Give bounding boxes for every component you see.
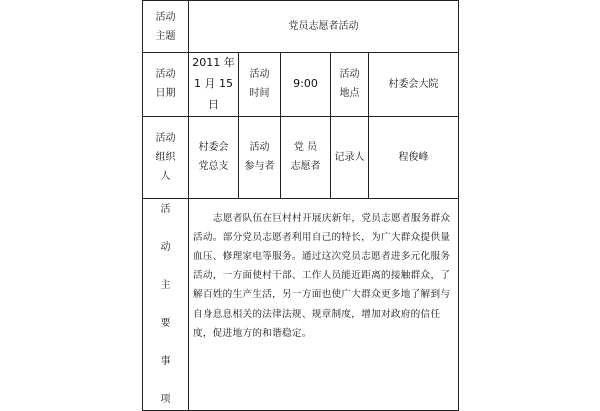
organizer-label-line-2: 组织 xyxy=(155,151,176,163)
time-label-line-1: 活动 xyxy=(249,69,270,81)
participants-value-cell xyxy=(281,116,331,198)
activity-table xyxy=(142,0,459,411)
participants-value-line-1: 党 员 xyxy=(293,142,318,154)
participants-value-line-2: 志愿者 xyxy=(290,161,321,173)
recorder-value: 程俊峰 xyxy=(398,151,429,163)
content-label-char-6: 项 xyxy=(160,393,171,405)
row-content xyxy=(143,198,459,410)
row-datetime xyxy=(143,53,459,117)
place-label-cell xyxy=(331,53,369,117)
theme-value: 党员志愿者活动 xyxy=(288,21,359,32)
content-value-cell xyxy=(189,198,459,410)
time-value-cell xyxy=(281,53,331,117)
date-label-line-2: 日期 xyxy=(155,88,176,100)
content-label-char-2: 动 xyxy=(160,241,171,253)
organizer-label-line-3: 人 xyxy=(160,170,171,182)
row-people xyxy=(143,116,459,198)
row-theme xyxy=(143,1,459,53)
time-value: 9:00 xyxy=(293,76,318,90)
date-value-day: 1 月 15 日 xyxy=(194,76,233,111)
recorder-label-cell xyxy=(331,116,369,198)
place-label-line-1: 活动 xyxy=(339,69,360,81)
participants-label-line-1: 活动 xyxy=(249,142,270,154)
content-label-cell xyxy=(143,198,189,410)
content-label-char-5: 事 xyxy=(160,355,171,367)
organizer-value-cell xyxy=(189,116,239,198)
theme-value-cell xyxy=(189,1,459,53)
date-value-cell xyxy=(189,53,239,117)
date-label-cell xyxy=(143,53,189,117)
organizer-value-line-1: 村委会 xyxy=(198,142,229,154)
content-label-char-1: 活 xyxy=(160,203,171,215)
time-label-line-2: 时间 xyxy=(249,88,270,100)
place-value: 村委会大院 xyxy=(388,78,439,90)
participants-label-cell xyxy=(239,116,281,198)
time-label-cell xyxy=(239,53,281,117)
content-label-char-3: 主 xyxy=(160,279,171,291)
organizer-label-line-1: 活动 xyxy=(155,132,176,144)
activity-record-form xyxy=(142,0,458,405)
date-value-year: 2011 年 xyxy=(192,56,235,69)
date-label-line-1: 活动 xyxy=(155,69,176,81)
recorder-value-cell xyxy=(369,116,459,198)
theme-label-cell xyxy=(143,1,189,53)
theme-label-line-2: 主题 xyxy=(155,30,176,42)
recorder-label: 记录人 xyxy=(334,151,365,163)
place-label-line-2: 地点 xyxy=(339,88,360,100)
organizer-value-line-2: 党总支 xyxy=(198,161,229,173)
theme-label-line-1: 活动 xyxy=(155,11,176,23)
content-text: 志愿者队伍在巨村村开展庆新年，党员志愿者服务群众活动。部分党员志愿者利用自己的特长，为广大群众提供量血压、修理家电等服务。通过这次党员志愿者进多元化服务活动，一方面使村干部、工作人员能近距离的接触群众，了解百姓的生产生活，另一方面也使广大群众更多地了解到与自身息息相关的法律法规、规章制度，增加对政府的信任度，促进地方的和谐稳定。 xyxy=(193,212,451,339)
content-label xyxy=(143,200,188,409)
participants-label-line-2: 参与者 xyxy=(244,161,275,173)
place-value-cell xyxy=(369,53,459,117)
organizer-label-cell xyxy=(143,116,189,198)
content-label-char-4: 要 xyxy=(160,317,171,329)
theme-label xyxy=(156,8,176,46)
